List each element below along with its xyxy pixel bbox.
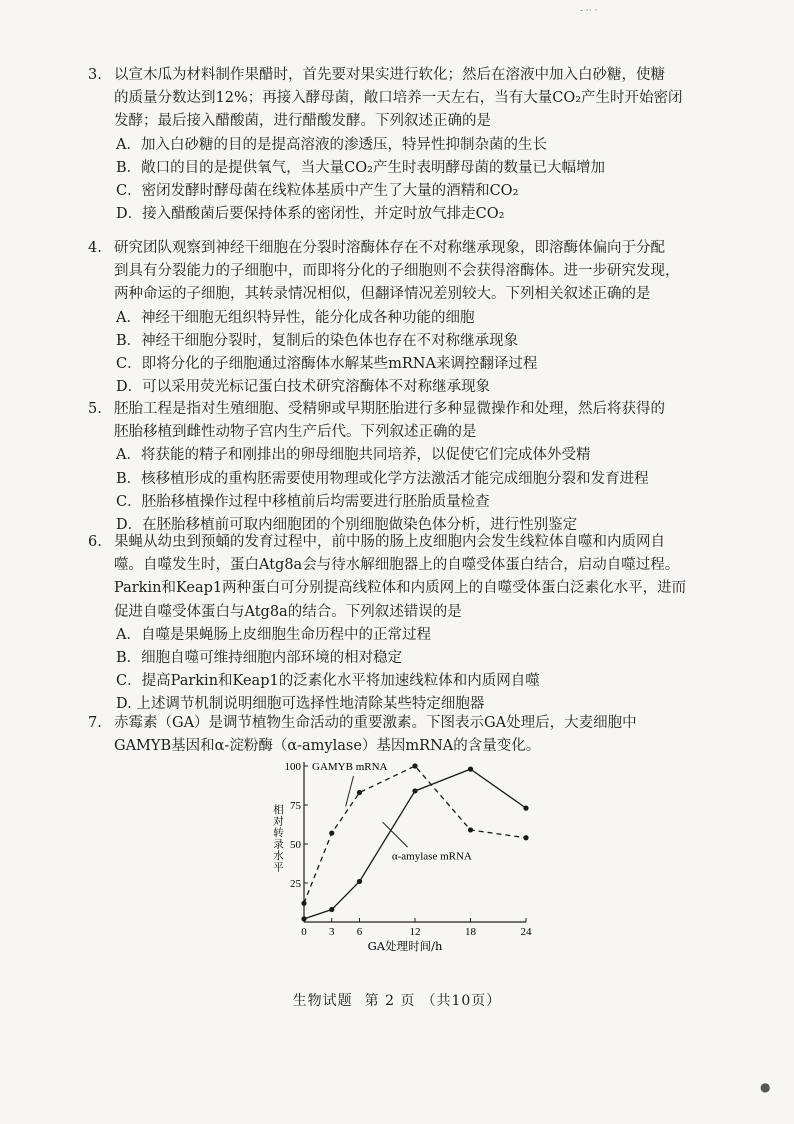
question-3	[88, 64, 728, 226]
stem-line: 以宣木瓜为材料制作果醋时，首先要对果实进行软化；然后在溶液中加入白砂糖，使糖	[114, 67, 665, 83]
data-point	[357, 879, 362, 884]
stem-line: 的质量分数达到12%；再接入酵母菌，敞口培养一天左右，当有大量CO₂产生时开始密闭	[114, 90, 683, 107]
page-footer	[0, 990, 794, 1010]
series-label-amylase: α-amylase mRNA	[391, 850, 472, 863]
stem-line: 研究团队观察到神经干细胞在分裂时溶酶体存在不对称继承现象，即溶酶体偏向于分配	[114, 240, 665, 256]
question-stem	[88, 64, 728, 87]
option-c: C．提高Parkin和Keap1的泛素化水平将加速线粒体和内质网自噬	[116, 673, 540, 690]
stem-line: 到具有分裂能力的子细胞中，而即将分化的子细胞则不会获得溶酶体。进一步研究发现，	[114, 263, 680, 280]
leader-line	[383, 822, 408, 847]
x-tick-label: 18	[465, 926, 476, 938]
y-tick-label: 75	[290, 800, 301, 812]
stem-line: 胚胎移植到雌性动物子宫内生产后代。下列叙述正确的是	[114, 424, 477, 441]
question-number: 4.	[88, 240, 102, 256]
option-d: D．可以采用荧光标记蛋白技术研究溶酶体不对称继承现象	[116, 379, 491, 396]
data-point	[357, 790, 362, 795]
stem-line: 果蝇从幼虫到预蛹的发育过程中，前中肠的肠上皮细胞内会发生线粒体自噬和内质网自	[114, 534, 665, 550]
x-tick-label: 12	[409, 926, 421, 938]
option-b: B．核移植形成的重构胚需要使用物理或化学方法激活才能完成细胞分裂和发育进程	[116, 470, 649, 487]
data-point	[301, 901, 306, 906]
option-b: B．神经干细胞分裂时，复制后的染色体也存在不对称继承现象	[116, 332, 519, 349]
data-point	[329, 830, 334, 835]
y-tick-label: 100	[284, 761, 301, 773]
ga-mrna-chart	[264, 752, 544, 952]
option-a: A．自噬是果蝇肠上皮细胞生命历程中的正常过程	[116, 626, 431, 643]
option-d: D．接入醋酸菌后要保持体系的密闭性，并定时放气排走CO₂	[116, 206, 505, 223]
series-line	[304, 766, 526, 903]
data-point	[412, 788, 417, 793]
stem-line: 发酵；最后接入醋酸菌，进行醋酸发酵。下列叙述正确的是	[114, 113, 491, 130]
option-a: A．加入白砂糖的目的是提高溶液的渗透压，特异性抑制杂菌的生长	[116, 136, 547, 153]
question-4	[88, 237, 728, 399]
option-a: A．将获能的精子和刚排出的卵母细胞共同培养，以促使它们完成体外受精	[116, 447, 591, 464]
option-c: C．胚胎移植操作过程中移植前后均需要进行胚胎质量检查	[116, 493, 490, 510]
footer-page: 第 2 页	[364, 993, 416, 1009]
footer-total: （共10页）	[421, 993, 502, 1009]
option-d: D．在胚胎移植前可取内细胞团的个别细胞做染色体分析，进行性别鉴定	[116, 517, 578, 534]
data-point	[523, 806, 528, 811]
option-c: C．即将分化的子细胞通过溶酶体水解某些mRNA来调控翻译过程	[116, 356, 538, 373]
option-b: B．敞口的目的是提供氧气，当大量CO₂产生时表明酵母菌的数量已大幅增加	[116, 159, 605, 176]
question-stem	[88, 398, 728, 421]
y-tick-label: 50	[290, 839, 301, 851]
y-tick-label: 25	[290, 878, 301, 890]
question-stem	[88, 531, 728, 554]
series-label-gamyb: GAMYB mRNA	[312, 761, 388, 773]
stem-line: GAMYB基因和α-淀粉酶（α-amylase）基因mRNA的含量变化。	[114, 738, 541, 755]
stem-line: 胚胎工程是指对生殖细胞、受精卵或早期胚胎进行多种显微操作和处理，然后将获得的	[114, 401, 665, 417]
data-point	[329, 907, 334, 912]
x-tick-label: 24	[520, 926, 532, 938]
data-point	[468, 827, 473, 832]
question-number: 5.	[88, 401, 102, 417]
question-number: 6.	[88, 534, 102, 550]
footer-subject: 生物试题	[292, 993, 353, 1009]
stem-line: 两种命运的子细胞，其转录情况相似，但翻译情况差别较大。下列相关叙述正确的是	[114, 286, 651, 303]
question-number: 3.	[88, 67, 102, 83]
data-point	[468, 767, 473, 772]
stem-line: 促进自噬受体蛋白与Atg8a的结合。下列叙述错误的是	[114, 603, 462, 620]
question-stem	[88, 237, 728, 260]
x-tick-label: 3	[329, 926, 335, 938]
chart-svg	[264, 752, 544, 952]
option-b: B．细胞自噬可维持细胞内部环境的相对稳定	[116, 650, 403, 667]
data-point	[301, 916, 306, 921]
question-5	[88, 398, 728, 537]
stem-line: 噬。自噬发生时，蛋白Atg8a会与待水解细胞器上的自噬受体蛋白结合，启动自噬过程。	[114, 557, 680, 574]
option-d: D. 上述调节机制说明细胞可选择性地清除某些特定细胞器	[116, 696, 485, 713]
corner-mark: - ·· ·	[580, 6, 598, 16]
question-number: 7.	[88, 715, 102, 731]
x-tick-label: 0	[301, 926, 307, 938]
option-c: C．密闭发酵时酵母菌在线粒体基质中产生了大量的酒精和CO₂	[116, 183, 519, 200]
x-axis-label: GA处理时间/h	[367, 939, 443, 952]
data-point	[523, 835, 528, 840]
x-tick-label: 6	[356, 926, 363, 938]
y-axis-label: 相对转录水平	[272, 804, 284, 873]
question-stem	[88, 712, 728, 735]
edge-mark: ●	[760, 1080, 771, 1094]
stem-line: Parkin和Keap1两种蛋白可分别提高线粒体和内质网上的自噬受体蛋白泛素化水平，进而	[114, 580, 687, 597]
stem-line: 赤霉素（GA）是调节植物生命活动的重要激素。下图表示GA处理后，大麦细胞中	[114, 715, 637, 731]
option-a: A．神经干细胞无组织特异性，能分化成各种功能的细胞	[116, 309, 475, 326]
question-6	[88, 531, 728, 717]
data-point	[412, 763, 417, 768]
